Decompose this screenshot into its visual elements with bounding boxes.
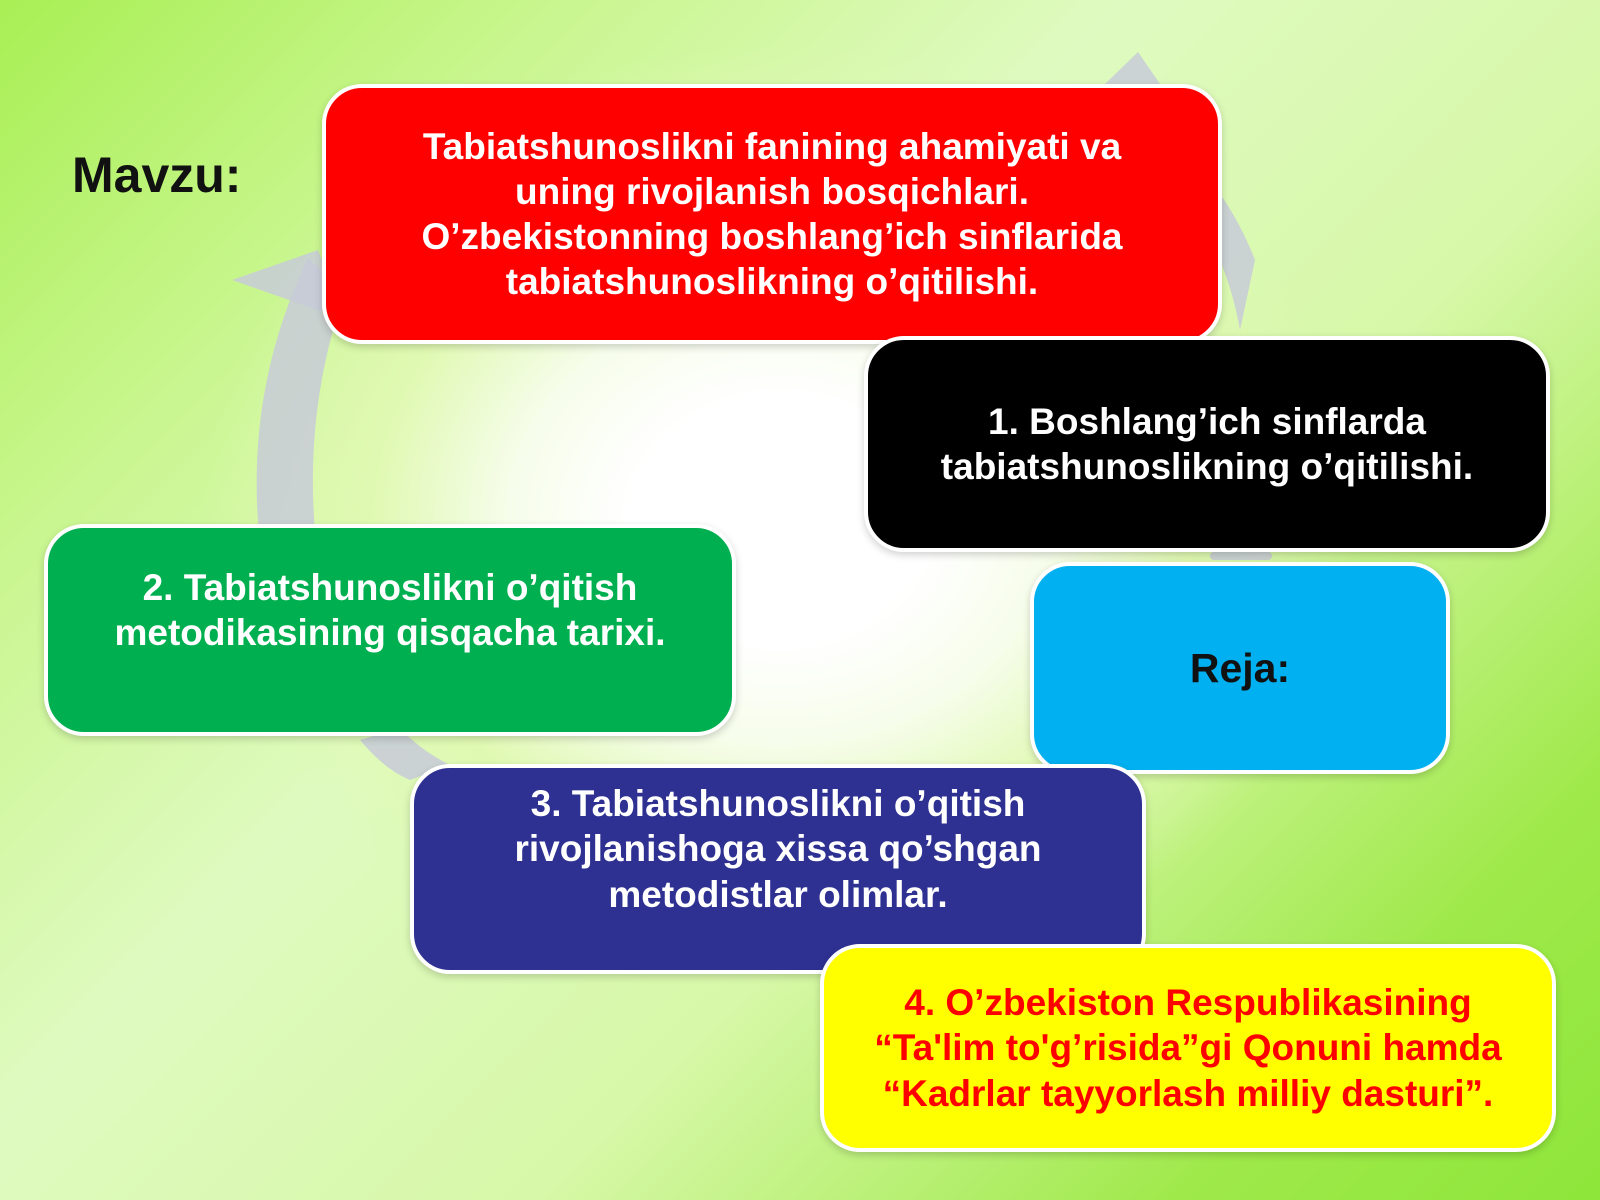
plan-item-1-box [864, 336, 1550, 552]
topic-text: Tabiatshunoslikni fanining ahamiyati va uning rivojlanish bosqichlari. O’zbekistonning boshlang’ich sinflarida tabiatshunoslikning o’qitilishi. [421, 125, 1123, 303]
plan-item-2-box [44, 524, 736, 736]
plan-item-1-text: 1. Boshlang’ich sinflarda tabiatshunoslikning o’qitilishi. [940, 400, 1474, 487]
plan-item-3-text: 3. Tabiatshunoslikni o’qitish rivojlanishoga xissa qo’shgan metodistlar olimlar. [514, 783, 1042, 915]
plan-label-text: Reja: [1189, 644, 1291, 691]
plan-item-3-box [410, 764, 1146, 974]
plan-item-4-box [820, 944, 1556, 1152]
plan-item-2-text: 2. Tabiatshunoslikni o’qitish metodikasining qisqacha tarixi. [114, 566, 666, 653]
topic-box [322, 84, 1222, 344]
plan-label-box [1030, 562, 1450, 774]
page-title: Mavzu: [72, 147, 242, 203]
plan-item-4-text: 4. O’zbekiston Respublikasining “Ta'lim to'g’risida”gi Qonuni hamda “Kadrlar tayyorlash milliy dasturi”. [874, 982, 1502, 1114]
